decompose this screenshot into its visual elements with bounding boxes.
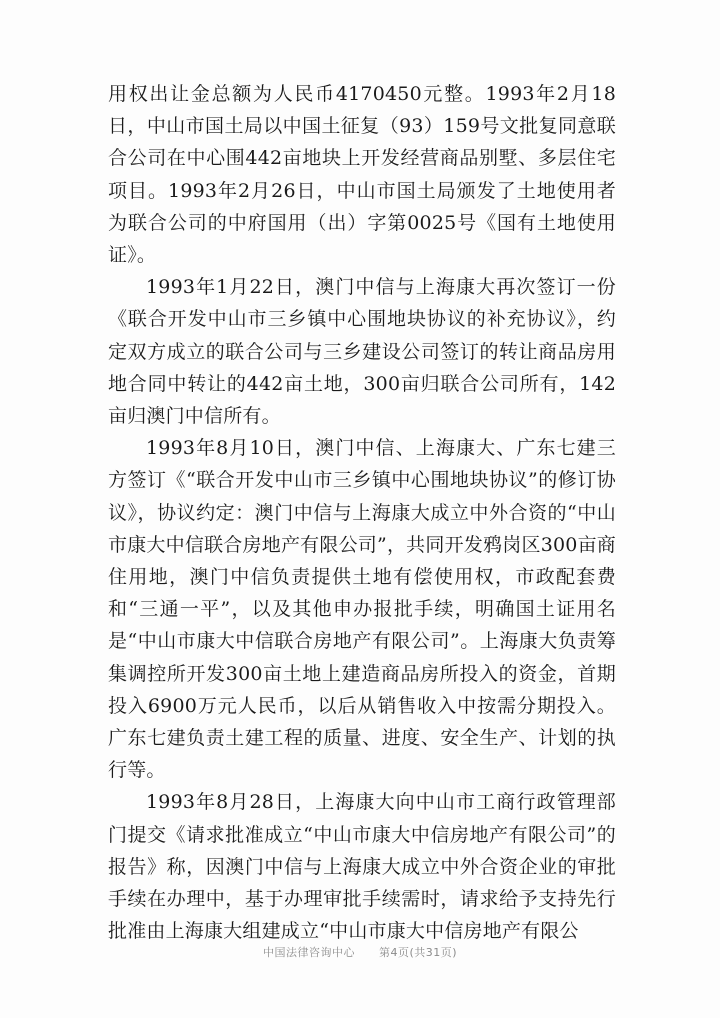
paragraph-continuation: 用权出让金总额为人民币4170450元整。1993年2月18日，中山市国土局以中国土征复（93）159号文批复同意联合公司在中心围442亩地块上开发经营商品别墅、多层住宅项目。1993年2月26日，中山市国土局颁发了土地使用者为联合公司的中府国用（出）字第0025号《国有土地使用证》。	[108, 83, 616, 267]
paragraph-supplementary-agreement: 1993年1月22日，澳门中信与上海康大再次签订一份《联合开发中山市三乡镇中心围地块协议的补充协议》，约定双方成立的联合公司与三乡建设公司签订的转让商品房用地合同中转让的442亩土地，300亩归联合公司所有，142亩归澳门中信所有。	[108, 276, 616, 428]
document-body	[108, 78, 616, 947]
footer-page-number: 第4页(共31页)	[378, 946, 458, 959]
paragraph-application-report: 1993年8月28日，上海康大向中山市工商行政管理部门提交《请求批准成立“中山市康大中信房地产有限公司”的报告》称，因澳门中信与上海康大成立中外合资企业的审批手续在办理中，基于办理审批手续需时，请求给予支持先行批准由上海康大组建成立“中山市康大中信房地产有限公	[108, 791, 616, 943]
paragraph-revised-agreement: 1993年8月10日，澳门中信、上海康大、广东七建三方签订《“联合开发中山市三乡镇中心围地块协议”的修订协议》，协议约定：澳门中信与上海康大成立中外合资的“中山市康大中信联合房地产有限公司”，共同开发鸦岗区300亩商住用地，澳门中信负责提供土地有偿使用权，市政配套费和“三通一平”，以及其他申办报批手续，明确国土证用名是“中山市康大中信联合房地产有限公司”。上海康大负责筹集调控所开发300亩土地上建造商品房所投入的资金，首期投入6900万元人民币，以后从销售收入中按需分期投入。广东七建负责土建工程的质量、进度、安全生产、计划的执行等。	[108, 437, 616, 782]
page-footer	[0, 944, 720, 960]
footer-source: 中国法律咨询中心	[262, 946, 355, 959]
